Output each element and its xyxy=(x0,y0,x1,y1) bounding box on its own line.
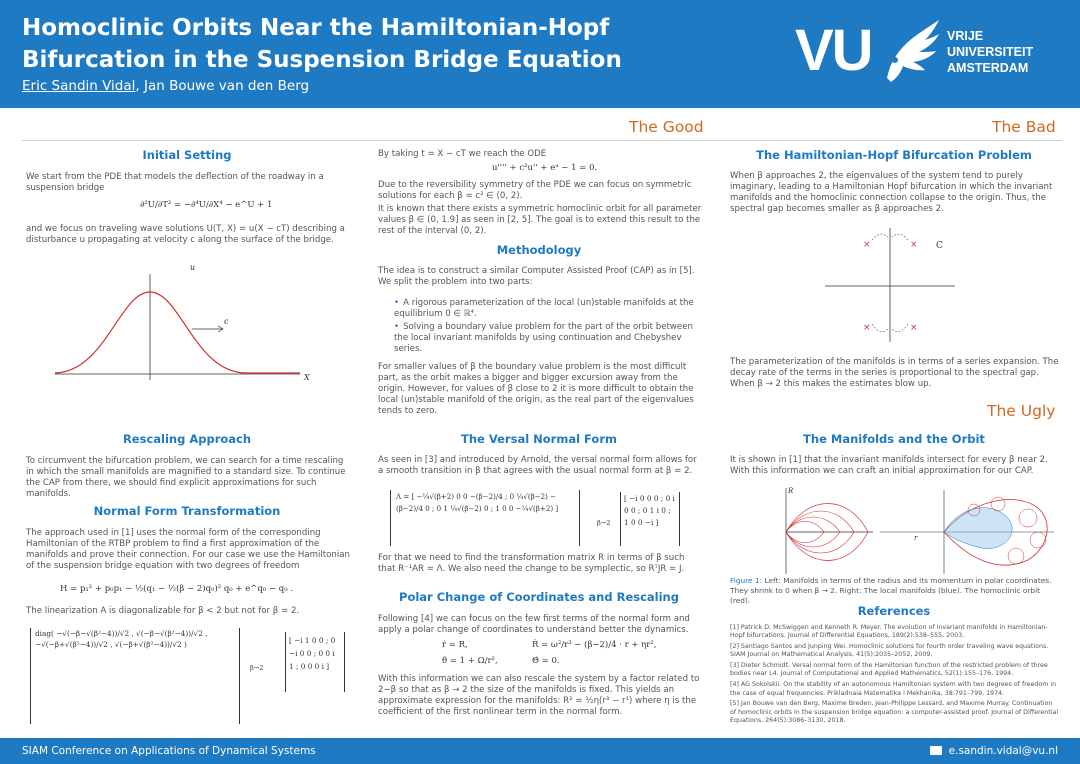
vu-logo xyxy=(795,18,1065,90)
reference-item: [2] Santiago Santos and Junping Wei. Homoclinic solutions for fourth order traveling wave equations. SIAM Journal on Mathematical Analysis, 41(5):2035–2052, 2009. xyxy=(730,643,1049,659)
matrix-diagonal: diag( −√(−β−√(β²−4))/√2 , √(−β−√(β²−4))/√2 , −√(−β+√(β²−4))/√2 , √(−β+√(β²−4))/√2 ) xyxy=(30,628,240,724)
eigenvalue-mark-2: × xyxy=(910,240,918,250)
text-versal-1: As seen in [3] and introduced by Arnold, the versal normal form allows for a smooth transition in β that agrees with the usual normal form at β = 2. xyxy=(378,455,697,476)
equation-polar-Theta: Θ̇ = 0. xyxy=(532,656,560,666)
label-r: r xyxy=(914,534,918,542)
heading-hh-bifurcation: The Hamiltonian-Hopf Bifurcation Problem xyxy=(756,148,1032,162)
text-known-result: It is known that there exists a symmetric homoclinic orbit for all parameter values β ∈ (0, 1.9] as seen in [2, 5]. The goal is to extend this result to the rest of the interval (0, 2). xyxy=(378,204,702,236)
label-u: u xyxy=(190,263,196,272)
text-manifolds-1: It is shown in [1] that the invariant manifolds intersect for every β near 2. With this information we can craft an initial approximation for our CAP. xyxy=(730,455,1048,476)
traveling-wave-figure xyxy=(50,262,330,387)
equation-ode: u'''' + c²u'' + eᵘ − 1 = 0. xyxy=(492,163,598,173)
author-first-link[interactable]: Eric Sandin Vidal xyxy=(22,78,136,94)
category-good: The Good xyxy=(629,118,704,136)
label-complex-plane: C xyxy=(936,241,943,251)
text-initial-setting-1: We start from the PDE that models the deflection of the roadway in a suspension bridge xyxy=(26,172,324,193)
mail-icon xyxy=(930,746,942,755)
heading-versal-normal-form: The Versal Normal Form xyxy=(461,432,617,446)
text-polar-2: With this information we can also rescale the system by a factor related to 2−β so that as β → 2 the size of the manifolds is fixed. This yields an approximate expression for the manifolds: R² = ½η(r³ − r¹) where η is the coefficient of the first nonlinear term in the normal form. xyxy=(378,674,700,717)
heading-rescaling: Rescaling Approach xyxy=(122,432,252,446)
reference-list xyxy=(730,624,1060,728)
label-x: X xyxy=(304,373,310,382)
reference-item: [4] AG Sokolskii. On the stability of an autonomous Hamiltonian system with two degrees of freedom in the case of equal frequencies. Prikladnaia Matematika i Mekhanika, 38:791–799, 1974. xyxy=(730,681,1057,697)
university-name: VRIJE UNIVERSITEIT AMSTERDAM xyxy=(947,29,1034,75)
text-rescaling: To circumvent the bifurcation problem, we can search for a time rescaling in which the small manifolds are magnified to a standard size. To continue the CAP from there, we should find explicit approximations for such manifolds. xyxy=(26,456,346,499)
heading-manifolds-orbit: The Manifolds and the Orbit xyxy=(803,432,985,446)
equation-polar-theta: θ̇ = 1 + Ω/r², xyxy=(442,656,498,666)
bullet-icon: • xyxy=(394,322,400,332)
methodology-bullet-1: • A rigorous parameterization of the local (un)stable manifolds at the equilibrium 0 ∈ ℝ⁴. xyxy=(394,298,694,319)
arrow-label-2: β→2 xyxy=(597,519,611,527)
matrix-versal-limit: [ −i 0 0 0 ; 0 i 0 0 ; 0 1 i 0 ; 1 0 0 −i ] xyxy=(620,492,680,546)
author-rest: , Jan Bouwe van den Berg xyxy=(135,78,310,94)
equation-polar-r: ṙ = R, xyxy=(442,640,468,650)
eigenvalue-mark-4: × xyxy=(910,323,918,333)
eigenvalue-mark-1: × xyxy=(863,240,871,250)
reference-item: [5] Jan Bouwe van den Berg, Maxime Breden, Jean-Philippe Lessard, and Maxime Murray. Continuation of homoclinic orbits in the suspension bridge equation: a computer-assisted proof. Journal of Differential Equations, 264(5):3086–3130, 2018. xyxy=(730,700,1059,724)
text-initial-setting-2: and we focus on traveling wave solutions U(T, X) = u(X − cT) describing a disturbance u propagating at velocity c along the surface of the bridge. xyxy=(26,224,345,245)
text-methodology-1: The idea is to construct a similar Computer Assisted Proof (CAP) as in [5]. We split the problem into two parts: xyxy=(378,266,695,287)
text-polar-1: Following [4] we can focus on the few first terms of the normal form and apply a polar change of coordinates to understand better the dynamics. xyxy=(378,614,690,635)
equation-hamiltonian: H = p₁² + p₀p₁ − ½(q₁ − ½(β − 2)q₀)² q₀ + e^q₀ − q₀ . xyxy=(60,584,294,594)
equation-pde: ∂²U/∂T² = −∂⁴U/∂X⁴ − e^U + 1 xyxy=(140,200,273,210)
text-hh-2: The parameterization of the manifolds is in terms of a series expansion. The decay rate of the terms in the series is proportional to the spectral gap. When β → 2 this makes the estimates blow up. xyxy=(730,357,1059,389)
text-normal-form-1: The approach used in [1] uses the normal form of the corresponding Hamiltonian of the RTBP problem to find a first approximation of the manifolds and prove their connection. For our case we use the Hamiltonian of the suspension bridge equation with two degrees of freedom xyxy=(26,528,350,571)
heading-references: References xyxy=(857,604,931,618)
arrow-label-1: β→2 xyxy=(250,664,264,672)
label-R: R xyxy=(788,487,794,495)
category-ugly: The Ugly xyxy=(987,402,1056,420)
text-hh-1: When β approaches 2, the eigenvalues of the system tend to purely imaginary, leading to a Hamiltonian Hopf bifurcation in which the invariant manifolds and the homoclinic connection collapse to the origin. Thus, the spectral gap becomes smaller as β approaches 2. xyxy=(730,171,1053,214)
heading-polar-change: Polar Change of Coordinates and Rescaling xyxy=(399,590,679,604)
text-symmetry: Due to the reversibility symmetry of the PDE we can focus on symmetric solutions for each β = c² ∈ (0, 2). xyxy=(378,180,692,201)
homoclinic-orbit-figure xyxy=(878,488,1056,576)
vu-logo-letters: VU xyxy=(795,18,872,83)
category-bad: The Bad xyxy=(992,118,1056,136)
methodology-bullet-2: • Solving a boundary value problem for the part of the orbit between the local invariant manifolds by using continuation and Chebyshev series. xyxy=(394,322,693,354)
reference-item: [1] Patrick D. McSwiggen and Kenneth R. Meyer. The evolution of invariant manifolds in Hamiltonian-Hopf bifurcations. Journal of Differential Equations, 189(2):538–555, 2003. xyxy=(730,624,1048,640)
contact-email[interactable]: e.sandin.vidal@vu.nl xyxy=(930,745,1058,757)
text-normal-form-2: The linearization A is diagonalizable for β < 2 but not for β = 2. xyxy=(26,606,300,616)
matrix-versal: Λ = [ −¼√(β+2) 0 0 −(β−2)/4 ; 0 ¼√(β−2) −(β−2)/4 0 ; 0 1 ¼√(β−2) 0 ; 1 0 0 −¼√(β+2) ] xyxy=(390,490,580,546)
poster-header xyxy=(0,0,1080,108)
conference-name: SIAM Conference on Applications of Dynamical Systems xyxy=(22,745,316,757)
eigenvalue-mark-3: × xyxy=(863,323,871,333)
text-versal-2: For that we need to find the transformation matrix R in terms of β such that R⁻¹AR = Λ. We also need the change to be symplectic, so RᵀJR = J. xyxy=(378,553,685,574)
heading-methodology: Methodology xyxy=(496,243,582,257)
text-ode-intro: By taking t = X − cT we reach the ODE xyxy=(378,149,547,159)
eigenvalue-diagram xyxy=(820,226,960,344)
figure-caption: Figure 1: Left: Manifolds in terms of the radius and its momentum in polar coordinates. They shrink to 0 when β → 2. Right: The local manifolds (blue). The homoclinic orbit (red). xyxy=(730,576,1052,605)
text-methodology-2: For smaller values of β the boundary value problem is the most difficult part, as the orbit makes a bigger and bigger excursion away from the origin. However, for values of β close to 2 it is more difficult to obtain the local (un)stable manifold of the origin, as the real part of the eigenvalues tends to zero. xyxy=(378,362,694,416)
top-divider xyxy=(22,140,1062,141)
griffin-icon xyxy=(881,18,941,86)
matrix-jordan: [ −i 1 0 0 ; 0 −i 0 0 ; 0 0 i 1 ; 0 0 0 i ] xyxy=(285,632,345,692)
soliton-curve xyxy=(55,292,300,373)
heading-initial-setting: Initial Setting xyxy=(142,148,232,162)
bullet-icon: • xyxy=(394,298,400,308)
reference-item: [3] Dieter Schmidt. Versal normal form of the Hamiltonian function of the restricted problem of three bodies near L4. Journal of Computational and Applied Mathematics, 52(1):155–176, 1994. xyxy=(730,662,1048,678)
manifold-polar-figure xyxy=(768,484,878,576)
equation-polar-R: Ṙ = ω²/r³ − (β−2)/4 · r + ηr², xyxy=(532,640,657,650)
authors xyxy=(22,78,309,94)
poster-footer xyxy=(0,738,1080,764)
heading-normal-form: Normal Form Transformation xyxy=(93,504,281,518)
label-c: c xyxy=(224,317,229,326)
poster-title: Homoclinic Orbits Near the Hamiltonian-Hopf Bifurcation in the Suspension Bridge Equation xyxy=(22,15,622,73)
